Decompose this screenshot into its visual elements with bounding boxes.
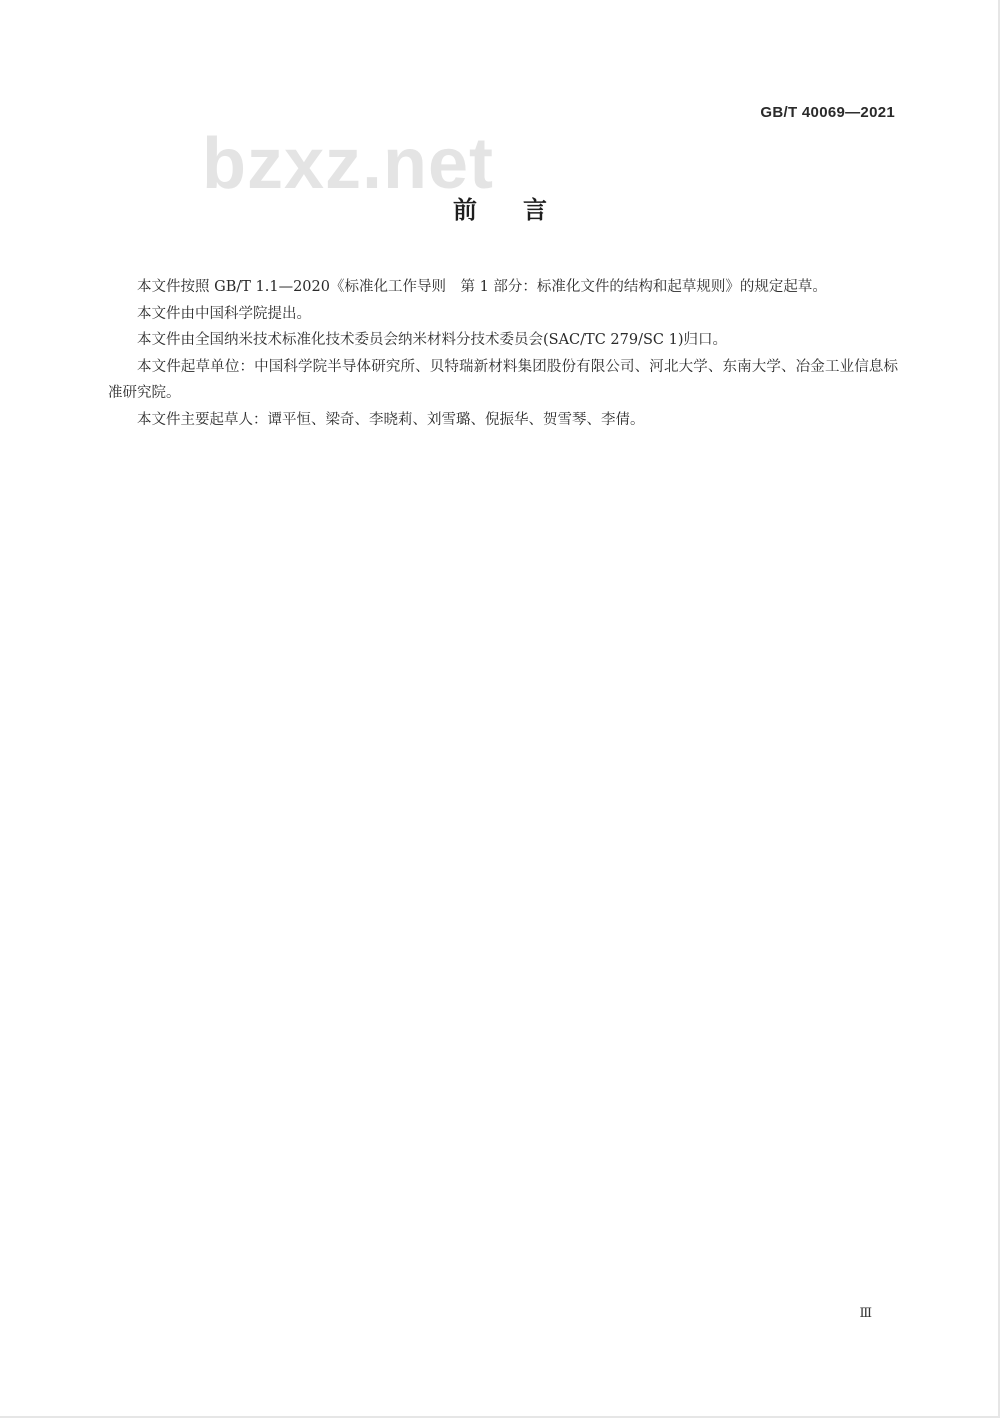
paragraph-administrator: 本文件由全国纳米技术标准化技术委员会纳米材料分技术委员会(SAC/TC 279/SC 1)归口。 — [137, 332, 727, 348]
watermark-logo: bzxz.net — [202, 124, 495, 204]
paragraph-drafters: 本文件主要起草人：谭平恒、梁奇、李晓莉、刘雪璐、倪振华、贺雪琴、李倩。 — [137, 411, 645, 428]
paragraph-drafting-units: 本文件起草单位：中国科学院半导体研究所、贝特瑞新材料集团股份有限公司、河北大学、东南大学、冶金工业信息标准研究院。 — [108, 358, 898, 401]
paragraph-proposer: 本文件由中国科学院提出。 — [137, 305, 311, 322]
standard-code: GB/T 40069—2021 — [760, 104, 895, 121]
page-number: Ⅲ — [859, 1306, 872, 1321]
page-title: 前言 — [453, 196, 593, 224]
paragraph-drafting-rules: 本文件按照 GB/T 1.1—2020《标准化工作导则 第 1 部分：标准化文件的结构和起草规则》的规定起草。 — [137, 279, 827, 295]
foreword-body — [108, 274, 898, 433]
